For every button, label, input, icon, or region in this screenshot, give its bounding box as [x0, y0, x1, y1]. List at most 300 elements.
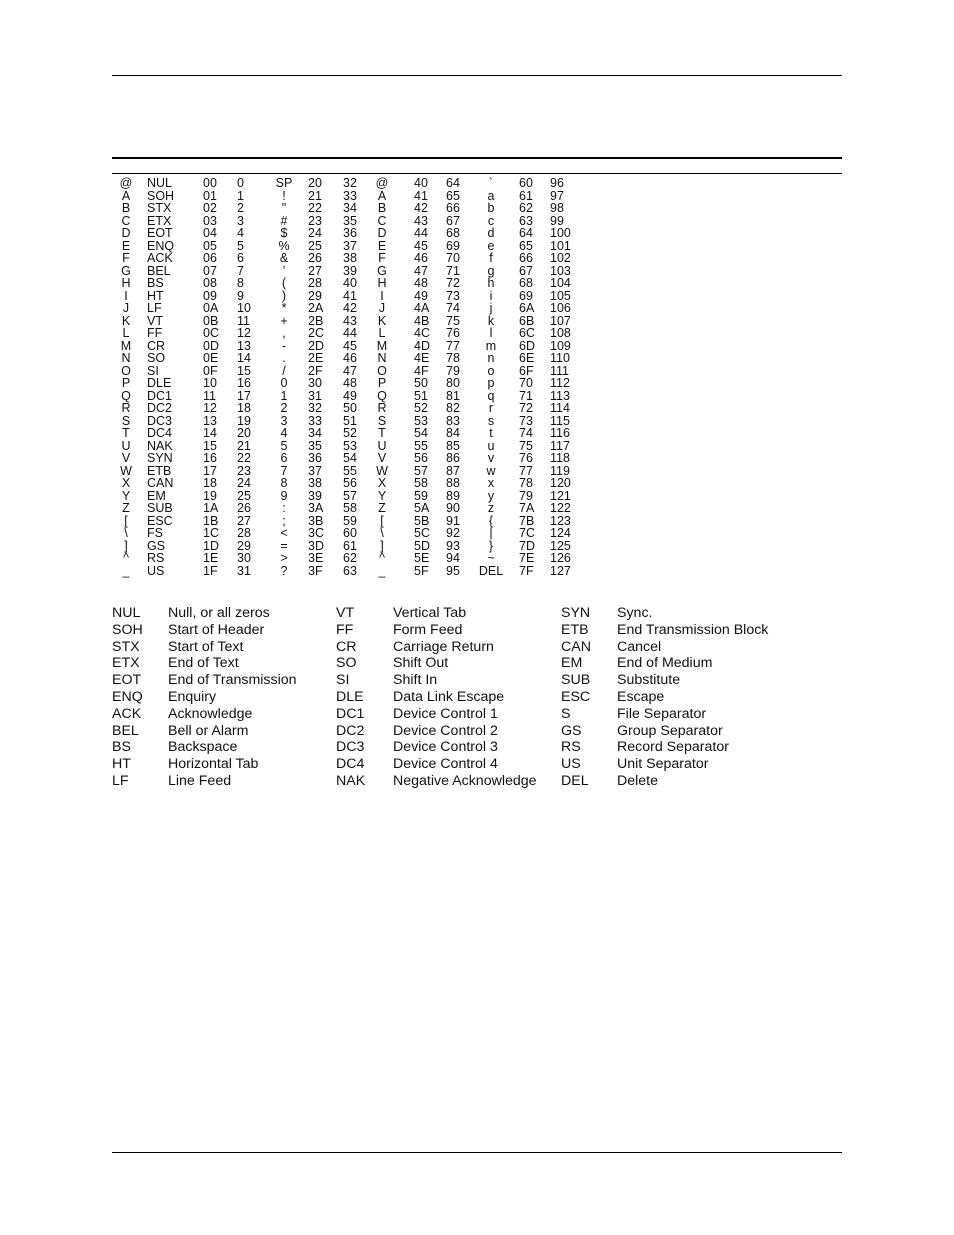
ascii-cell: 23	[308, 213, 322, 228]
legend-meaning: Carriage Return	[393, 638, 494, 655]
ascii-cell: DC2	[147, 401, 173, 415]
ascii-cell: 47	[343, 363, 357, 378]
legend-meaning: Device Control 2	[393, 722, 498, 739]
legend-meaning: End of Transmission	[168, 672, 297, 689]
ascii-cell: G	[377, 263, 387, 278]
ascii-cell: 74	[519, 426, 533, 440]
legend-meaning: Group Separator	[617, 722, 723, 739]
ascii-cell: 18	[237, 401, 251, 415]
legend-abbreviation: SI	[336, 672, 350, 689]
ascii-cell: DEL	[478, 563, 504, 578]
legend-abbreviation: VT	[336, 605, 355, 621]
ascii-cell: Q	[121, 388, 131, 403]
ascii-cell: 6E	[519, 351, 535, 365]
legend-abbreviation: BS	[112, 739, 131, 756]
ascii-cell: 45	[343, 338, 357, 353]
ascii-cell: 29	[308, 288, 322, 303]
ascii-cell: Z	[122, 501, 130, 515]
ascii-cell: ]	[380, 538, 384, 553]
legend-meaning: Substitute	[617, 672, 681, 689]
ascii-cell: D	[121, 226, 131, 240]
ascii-cell: 65	[519, 238, 533, 253]
ascii-cell: SP	[275, 176, 293, 190]
ascii-cell: T	[378, 426, 386, 440]
ascii-cell: 55	[343, 463, 357, 478]
ascii-cell: 85	[446, 438, 460, 453]
ascii-cell: 28	[308, 276, 322, 290]
ascii-cell: 1D	[203, 538, 219, 553]
ascii-cell: 35	[343, 213, 357, 228]
legend-abbreviation: SYN	[561, 605, 591, 621]
ascii-cell: O	[121, 363, 131, 378]
ascii-cell: 105	[550, 288, 571, 303]
ascii-cell: Q	[377, 388, 387, 403]
ascii-cell: 48	[414, 276, 428, 290]
ascii-cell: E	[121, 238, 131, 253]
ascii-cell: 111	[550, 363, 570, 378]
ascii-cell: DC3	[147, 413, 173, 428]
ascii-cell: \	[380, 526, 384, 540]
legend-abbreviation: NUL	[112, 605, 141, 621]
ascii-cell: 43	[343, 313, 357, 328]
ascii-cell: 127	[550, 563, 571, 578]
ascii-cell: 21	[237, 438, 251, 453]
ascii-cell: 3D	[308, 538, 324, 553]
bottom-rule	[112, 1152, 842, 1153]
legend-abbreviation: GS	[561, 722, 582, 739]
ascii-cell: 4A	[414, 301, 430, 315]
ascii-cell: SI	[147, 363, 159, 378]
ascii-cell: 109	[550, 338, 571, 353]
ascii-cell: 79	[446, 363, 460, 378]
ascii-cell: Y	[377, 488, 387, 503]
ascii-cell: p	[487, 376, 495, 390]
legend-meaning: Acknowledge	[168, 705, 253, 722]
ascii-cell: 17	[237, 388, 251, 403]
ascii-cell: )	[281, 288, 287, 303]
ascii-cell: O	[377, 363, 387, 378]
ascii-cell: 26	[308, 251, 322, 265]
ascii-cell: 7C	[519, 526, 535, 540]
ascii-cell: A	[121, 188, 131, 203]
ascii-cell: ETB	[147, 463, 172, 478]
ascii-cell: 0E	[203, 351, 219, 365]
ascii-cell: 94	[446, 551, 460, 565]
ascii-cell: 87	[446, 463, 460, 478]
ascii-cell: 59	[414, 488, 428, 503]
ascii-cell: 18	[203, 476, 217, 490]
legend-abbreviation: DLE	[336, 688, 364, 705]
ascii-cell: CAN	[147, 476, 174, 490]
ascii-cell: S	[377, 413, 387, 428]
ascii-cell: 27	[237, 513, 251, 528]
ascii-cell: 1B	[203, 513, 219, 528]
ascii-cell: M	[120, 338, 132, 353]
ascii-cell: 1	[237, 188, 244, 203]
ascii-cell: 83	[446, 413, 460, 428]
ascii-cell: 31	[308, 388, 322, 403]
ascii-cell: DLE	[147, 376, 172, 390]
ascii-cell: 99	[550, 213, 564, 228]
ascii-cell: B	[377, 201, 387, 215]
legend-abbreviation: DC3	[336, 739, 365, 756]
ascii-cell: 02	[203, 201, 217, 215]
ascii-cell: 19	[203, 488, 217, 503]
legend-abbreviation: DC2	[336, 722, 365, 739]
ascii-cell: R	[121, 401, 131, 415]
ascii-cell: 21	[308, 188, 322, 203]
legend-meaning: Device Control 3	[393, 739, 498, 756]
ascii-cell: f	[489, 251, 493, 265]
legend-meaning: Device Control 4	[393, 756, 498, 773]
ascii-cell: 66	[446, 201, 460, 215]
ascii-cell: P	[121, 376, 131, 390]
ascii-cell: 07	[203, 263, 217, 278]
ascii-cell: 00	[203, 176, 217, 190]
ascii-cell: 10	[203, 376, 217, 390]
ascii-cell: W	[120, 463, 132, 478]
ascii-cell: 63	[519, 213, 533, 228]
ascii-cell: 90	[446, 501, 460, 515]
ascii-cell: 0B	[203, 313, 219, 328]
legend-abbreviation: DEL	[561, 772, 589, 789]
ascii-cell: 22	[308, 201, 322, 215]
ascii-cell: 6	[237, 251, 244, 265]
ascii-cell: ^	[379, 551, 385, 565]
ascii-cell: .	[282, 351, 286, 365]
legend-meaning: End of Text	[168, 655, 239, 672]
ascii-cell: }	[488, 538, 494, 553]
ascii-cell: 63	[343, 563, 357, 578]
ascii-cell: b	[487, 201, 495, 215]
legend-abbreviation: CR	[336, 638, 357, 655]
ascii-cell: U	[121, 438, 131, 453]
ascii-cell: 104	[550, 276, 571, 290]
ascii-cell: ]	[124, 538, 128, 553]
ascii-cell: 118	[550, 451, 570, 465]
ascii-cell: 114	[550, 401, 570, 415]
ascii-cell: 64	[519, 226, 533, 240]
legend-abbreviation: SO	[336, 655, 357, 672]
ascii-cell: L	[122, 326, 130, 340]
ascii-cell: ETX	[147, 213, 172, 228]
ascii-cell: \	[124, 526, 128, 540]
legend-meaning: Vertical Tab	[393, 605, 467, 621]
ascii-cell: 35	[308, 438, 322, 453]
ascii-cell: j	[489, 301, 493, 315]
ascii-cell: 36	[343, 226, 357, 240]
ascii-cell: 2E	[308, 351, 324, 365]
ascii-cell: 98	[550, 201, 564, 215]
ascii-cell: 25	[237, 488, 251, 503]
ascii-cell: 7D	[519, 538, 535, 553]
ascii-cell: 96	[550, 176, 564, 190]
ascii-cell: 38	[343, 251, 357, 265]
ascii-cell: 9	[280, 488, 288, 503]
ascii-cell: _	[378, 563, 386, 578]
ascii-cell: 1A	[203, 501, 219, 515]
ascii-cell: 37	[343, 238, 357, 253]
legend-meaning: Sync.	[617, 605, 653, 621]
ascii-cell: 124	[550, 526, 571, 540]
ascii-cell: x	[487, 476, 495, 490]
ascii-cell: 12	[203, 401, 217, 415]
ascii-cell: BS	[147, 276, 164, 290]
ascii-cell: 57	[343, 488, 357, 503]
ascii-cell: 75	[519, 438, 533, 453]
ascii-cell: 4F	[414, 363, 429, 378]
ascii-cell: T	[122, 426, 130, 440]
ascii-cell: n	[487, 351, 495, 365]
ascii-cell: 28	[237, 526, 251, 540]
legend-abbreviation: S	[561, 705, 571, 722]
legend-meaning: Start of Header	[168, 621, 265, 638]
legend-abbreviation: RS	[561, 739, 581, 756]
ascii-cell: 46	[414, 251, 428, 265]
legend-abbreviation: EM	[561, 655, 583, 672]
ascii-cell: g	[487, 263, 495, 278]
ascii-cell: 1E	[203, 551, 219, 565]
ascii-cell: k	[487, 313, 495, 328]
ascii-cell: C	[121, 213, 131, 228]
ascii-cell: 61	[519, 188, 533, 203]
ascii-cell: 13	[237, 338, 251, 353]
ascii-cell: 14	[203, 426, 217, 440]
ascii-cell: 44	[414, 226, 428, 240]
ascii-cell: 84	[446, 426, 460, 440]
ascii-cell: 68	[446, 226, 460, 240]
ascii-cell: _	[122, 563, 130, 578]
ascii-cell: 6	[280, 451, 288, 465]
ascii-cell: 1	[280, 388, 288, 403]
ascii-cell: z	[487, 501, 495, 515]
ascii-cell: 12	[237, 326, 251, 340]
legend-abbreviation: US	[561, 756, 581, 773]
ascii-cell: DC1	[147, 388, 173, 403]
ascii-cell: h	[487, 276, 495, 290]
ascii-cell: t	[489, 426, 493, 440]
ascii-cell: 53	[414, 413, 428, 428]
ascii-cell: 5F	[414, 563, 429, 578]
ascii-cell: $	[280, 226, 288, 240]
ascii-cell: (	[281, 276, 287, 290]
ascii-cell: 62	[519, 201, 533, 215]
ascii-cell: 71	[519, 388, 533, 403]
ascii-cell: 122	[550, 501, 571, 515]
ascii-cell: ~	[487, 551, 495, 565]
ascii-cell: |	[489, 526, 493, 540]
ascii-cell: 34	[343, 201, 357, 215]
ascii-cell: ,	[282, 326, 286, 340]
ascii-cell: *	[281, 301, 287, 315]
ascii-cell: :	[282, 501, 286, 515]
ascii-cell: 29	[237, 538, 251, 553]
ascii-cell: d	[487, 226, 495, 240]
ascii-cell: v	[487, 451, 495, 465]
legend-abbreviation: DC1	[336, 705, 365, 722]
ascii-cell: s	[487, 413, 495, 428]
ascii-cell: 4	[280, 426, 288, 440]
ascii-cell: 78	[446, 351, 460, 365]
ascii-cell: FF	[147, 326, 163, 340]
ascii-cell: 08	[203, 276, 217, 290]
ascii-cell: 30	[308, 376, 322, 390]
ascii-cell: 3E	[308, 551, 324, 565]
ascii-cell: 3B	[308, 513, 324, 528]
ascii-cell: 77	[519, 463, 533, 478]
ascii-cell: 20	[308, 176, 322, 190]
ascii-cell: 6D	[519, 338, 535, 353]
ascii-cell: CR	[147, 338, 166, 353]
legend-meaning: Cancel	[617, 638, 662, 655]
ascii-cell: 79	[519, 488, 533, 503]
ascii-cell: K	[121, 313, 131, 328]
ascii-cell: HT	[147, 288, 164, 303]
ascii-cell: ESC	[147, 513, 173, 528]
ascii-cell: 41	[343, 288, 357, 303]
ascii-cell: 106	[550, 301, 571, 315]
ascii-cell: 42	[414, 201, 428, 215]
ascii-cell: i	[489, 288, 493, 303]
ascii-cell: 3	[237, 213, 244, 228]
ascii-cell: 44	[343, 326, 357, 340]
legend-meaning: Horizontal Tab	[168, 756, 259, 773]
legend-abbreviation: CAN	[561, 638, 591, 655]
legend-meaning: Escape	[617, 688, 665, 705]
ascii-cell: 7F	[519, 563, 534, 578]
ascii-cell: 51	[343, 413, 357, 428]
ascii-cell: H	[121, 276, 131, 290]
ascii-cell: R	[377, 401, 387, 415]
ascii-cell: SOH	[147, 188, 175, 203]
ascii-cell: 2A	[308, 301, 324, 315]
ascii-cell: 31	[237, 563, 251, 578]
ascii-cell: 1C	[203, 526, 219, 540]
ascii-cell: 2F	[308, 363, 323, 378]
ascii-cell: 73	[446, 288, 460, 303]
ascii-cell: +	[280, 313, 288, 328]
ascii-cell: J	[122, 301, 130, 315]
ascii-cell: 120	[550, 476, 571, 490]
ascii-cell: 116	[550, 426, 570, 440]
ascii-cell: 4D	[414, 338, 430, 353]
legend-abbreviation: DC4	[336, 756, 365, 773]
ascii-cell: 59	[343, 513, 357, 528]
ascii-cell: 82	[446, 401, 460, 415]
ascii-cell: 108	[550, 326, 571, 340]
ascii-cell: -	[281, 338, 287, 353]
legend-meaning: Bell or Alarm	[168, 722, 249, 739]
ascii-cell: 6C	[519, 326, 535, 340]
ascii-cell: 60	[519, 176, 533, 190]
ascii-cell: 50	[414, 376, 428, 390]
ascii-cell: /	[282, 363, 286, 378]
ascii-cell: 01	[203, 188, 217, 203]
ascii-cell: 5D	[414, 538, 430, 553]
legend-abbreviation: ETX	[112, 655, 140, 672]
ascii-cell: 70	[446, 251, 460, 265]
ascii-cell: 97	[550, 188, 564, 203]
ascii-cell: F	[378, 251, 386, 265]
ascii-cell: LF	[147, 301, 162, 315]
ascii-cell: 0C	[203, 326, 219, 340]
ascii-cell: 95	[446, 563, 460, 578]
ascii-cell: o	[487, 363, 495, 378]
ascii-cell: H	[377, 276, 387, 290]
ascii-cell: 2	[237, 201, 244, 215]
ascii-cell: 06	[203, 251, 217, 265]
ascii-cell: 0F	[203, 363, 218, 378]
ascii-cell: 86	[446, 451, 460, 465]
ascii-cell: 43	[414, 213, 428, 228]
ascii-cell: 69	[519, 288, 533, 303]
ascii-cell: 49	[414, 288, 428, 303]
ascii-cell: 103	[550, 263, 571, 278]
ascii-cell: 25	[308, 238, 322, 253]
ascii-cell: K	[377, 313, 387, 328]
ascii-cell: 64	[446, 176, 460, 190]
ascii-cell: 92	[446, 526, 460, 540]
ascii-cell: 37	[308, 463, 322, 478]
ascii-cell: I	[380, 288, 384, 303]
ascii-cell: W	[376, 463, 388, 478]
ascii-cell: 03	[203, 213, 217, 228]
ascii-cell: 107	[550, 313, 571, 328]
ascii-cell: X	[121, 476, 131, 490]
ascii-cell: c	[487, 213, 495, 228]
ascii-cell: BEL	[147, 263, 171, 278]
ascii-cell: 14	[237, 351, 251, 365]
ascii-cell: NUL	[147, 176, 173, 190]
ascii-cell: >	[280, 551, 288, 565]
legend-abbreviation: ETB	[561, 621, 589, 638]
ascii-cell: 100	[550, 226, 571, 240]
ascii-cell: 32	[343, 176, 357, 190]
ascii-cell: 54	[414, 426, 428, 440]
ascii-cell: 77	[446, 338, 460, 353]
ascii-cell: e	[487, 238, 495, 253]
legend-meaning: Delete	[617, 772, 659, 789]
ascii-cell: 48	[343, 376, 357, 390]
ascii-cell: 2B	[308, 313, 324, 328]
ascii-cell: ?	[280, 563, 288, 578]
ascii-cell: 52	[414, 401, 428, 415]
ascii-cell: l	[489, 326, 493, 340]
ascii-cell: FS	[147, 526, 163, 540]
ascii-cell: 66	[519, 251, 533, 265]
ascii-cell: 49	[343, 388, 357, 403]
ascii-cell: SO	[147, 351, 166, 365]
ascii-cell: 101	[550, 238, 571, 253]
ascii-cell: 6B	[519, 313, 535, 328]
ascii-cell: 3	[280, 413, 288, 428]
ascii-cell: 6F	[519, 363, 534, 378]
ascii-cell: #	[280, 213, 288, 228]
ascii-cell: 15	[237, 363, 251, 378]
ascii-cell: 8	[237, 276, 244, 290]
ascii-cell: A	[377, 188, 387, 203]
legend-meaning: File Separator	[617, 705, 707, 722]
ascii-cell: 15	[203, 438, 217, 453]
ascii-cell: 3C	[308, 526, 324, 540]
ascii-cell: 7	[237, 263, 244, 278]
ascii-cell: 19	[237, 413, 251, 428]
ascii-cell: ENQ	[147, 238, 175, 253]
ascii-cell: 0A	[203, 301, 219, 315]
ascii-cell: 2D	[308, 338, 324, 353]
legend-meaning: Enquiry	[168, 688, 217, 705]
ascii-cell: 46	[343, 351, 357, 365]
